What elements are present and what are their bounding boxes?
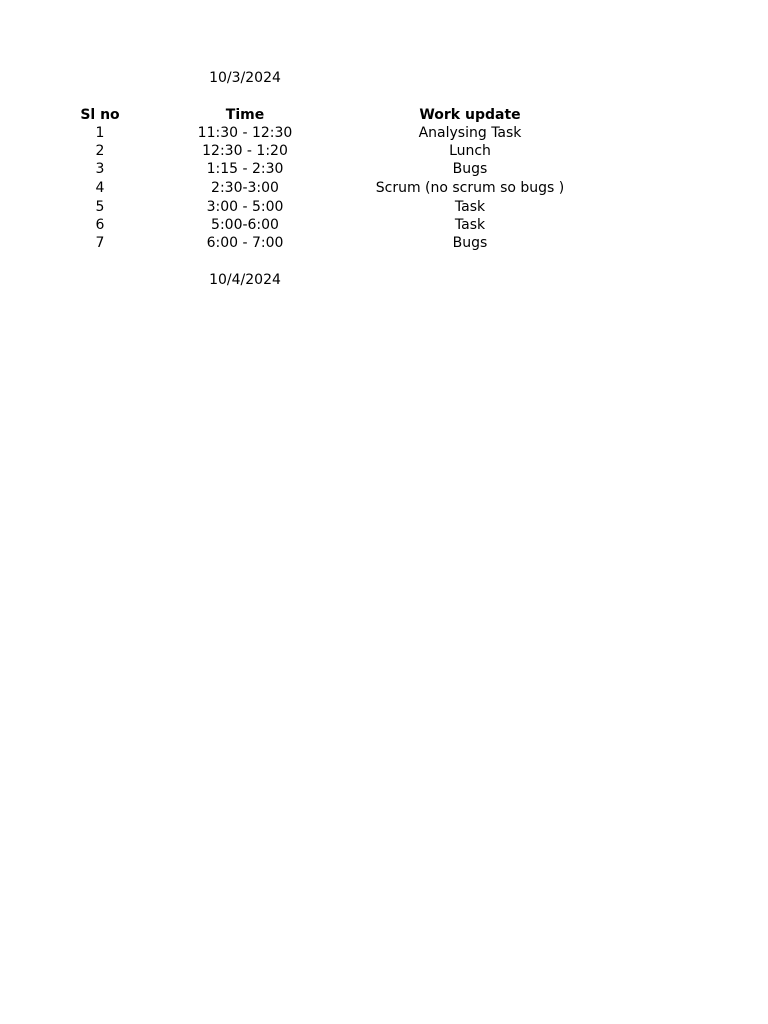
date-row-bottom bbox=[0, 271, 768, 289]
work-update-cell: Bugs bbox=[452, 235, 488, 251]
date-top: 10/3/2024 bbox=[209, 70, 281, 86]
sl-no-cell: 1 bbox=[95, 125, 105, 141]
work-update-cell: Lunch bbox=[449, 143, 491, 159]
work-update-cell: Bugs bbox=[452, 161, 488, 177]
header-work-update: Work update bbox=[419, 107, 521, 123]
sl-no-cell: 3 bbox=[95, 161, 105, 177]
date-bottom: 10/4/2024 bbox=[209, 272, 281, 288]
time-cell: 1:15 - 2:30 bbox=[206, 161, 284, 177]
time-cell: 3:00 - 5:00 bbox=[206, 199, 284, 215]
time-cell: 11:30 - 12:30 bbox=[197, 125, 293, 141]
sl-no-cell: 7 bbox=[95, 235, 105, 251]
work-update-cell: Analysing Task bbox=[418, 125, 522, 141]
time-cell: 12:30 - 1:20 bbox=[202, 143, 288, 159]
header-time: Time bbox=[225, 107, 265, 123]
header-sl-no: Sl no bbox=[80, 107, 120, 123]
sl-no-cell: 5 bbox=[95, 199, 105, 215]
table-row bbox=[0, 124, 768, 142]
table-row bbox=[0, 216, 768, 234]
sl-no-cell: 2 bbox=[95, 143, 105, 159]
header-row bbox=[0, 106, 768, 124]
work-update-cell: Scrum (no scrum so bugs ) bbox=[375, 180, 565, 196]
time-cell: 2:30-3:00 bbox=[211, 180, 279, 196]
date-row-top bbox=[0, 69, 768, 87]
work-update-cell: Task bbox=[454, 217, 486, 233]
sl-no-cell: 4 bbox=[95, 180, 105, 196]
table-row bbox=[0, 179, 768, 197]
table-row bbox=[0, 160, 768, 178]
table-row bbox=[0, 198, 768, 216]
table-row bbox=[0, 234, 768, 252]
time-cell: 5:00-6:00 bbox=[211, 217, 279, 233]
work-update-cell: Task bbox=[454, 199, 486, 215]
time-cell: 6:00 - 7:00 bbox=[206, 235, 284, 251]
sl-no-cell: 6 bbox=[95, 217, 105, 233]
table-row bbox=[0, 142, 768, 160]
